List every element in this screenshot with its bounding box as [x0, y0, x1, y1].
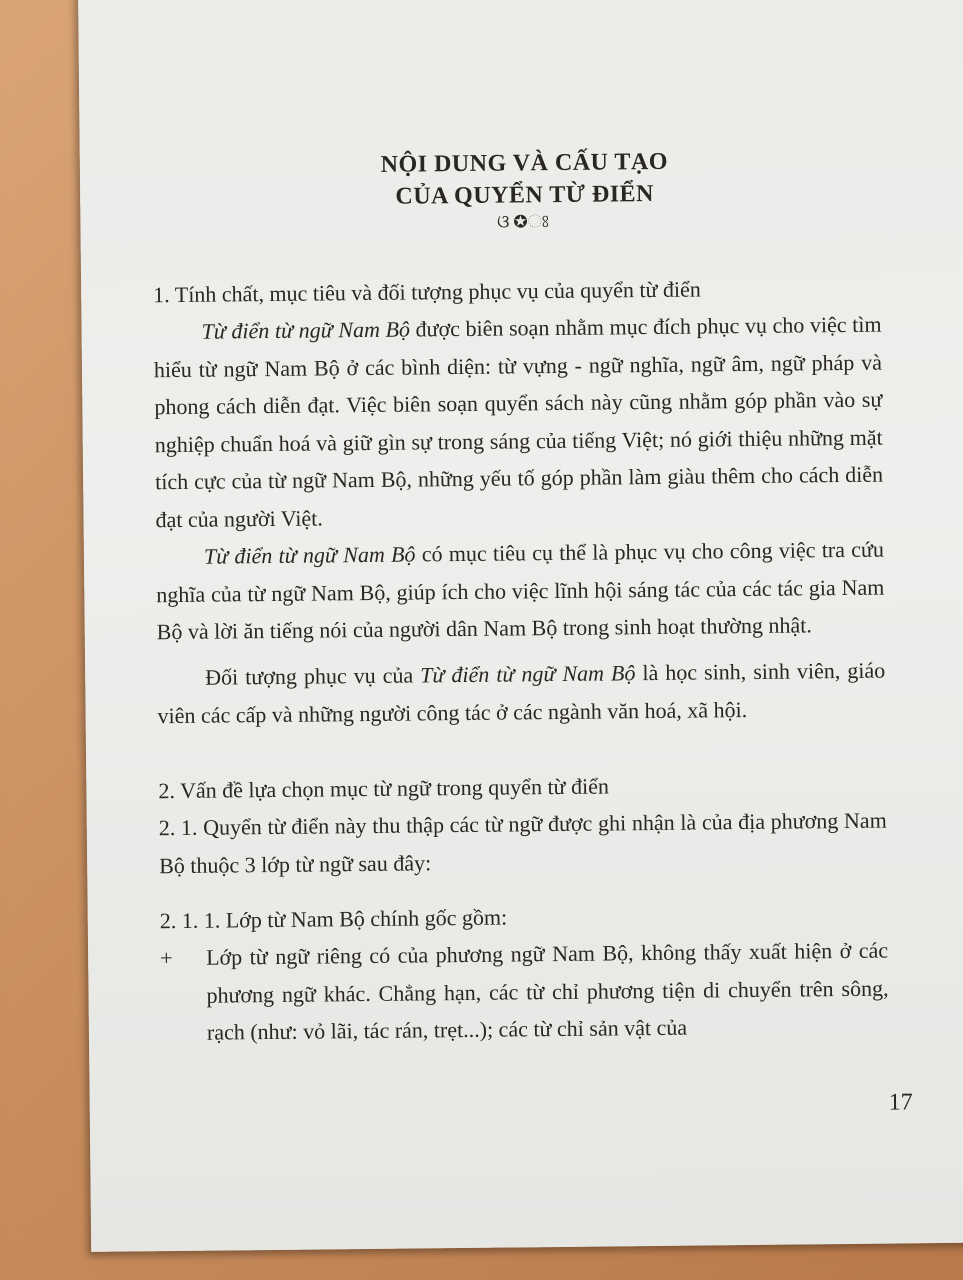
page-number: 17 [888, 1089, 913, 1116]
book-title-italic: Từ điển từ ngữ Nam Bộ [203, 541, 416, 569]
paragraph-text: được biên soạn nhằm mục đích phục vụ cho việc tìm hiểu từ ngữ Nam Bộ ở các bình diện: từ vựng - ngữ nghĩa, ngữ âm, ngữ pháp và phong cách diễn đạt. Việc biên soạn quyển sách này cũng nhằm góp phần vào sự nghiệp chuẩn hoá và giữ gìn sự trong sáng của tiếng Việt; nó giới thiệu những mặt tích cực của từ ngữ Nam Bộ, những yếu tố góp phần làm giàu thêm cho cách diễn đạt của người Việt. [153, 311, 884, 532]
section1-heading: 1. Tính chất, mục tiêu và đối tượng phục vụ của quyển từ điển [153, 276, 701, 308]
section1-paragraph3 [157, 652, 886, 735]
book-page [78, 0, 963, 1252]
page-title-line2: CỦA QUYỂN TỪ ĐIỂN [395, 180, 655, 210]
section1-paragraph2 [156, 531, 885, 651]
page-title-line1: NỘI DUNG VÀ CẤU TẠO [380, 148, 669, 178]
paragraph-text: có mục tiêu cụ thể là phục vụ cho công việc tra cứu nghĩa của từ ngữ Nam Bộ, giúp ích cho việc lĩnh hội sáng tác của các tác gia Nam Bộ và lời ăn tiếng nói của người dân Nam Bộ trong sinh hoạt thường nhật. [156, 536, 885, 645]
section1-paragraph1 [153, 306, 883, 539]
section2-paragraph1: 2. 1. Quyển từ điển này thu thập các từ ngữ được ghi nhận là của địa phương Nam Bộ thuộc 3 lớp từ ngữ sau đây: [158, 807, 887, 878]
section2-paragraph2: 2. 1. 1. Lớp từ Nam Bộ chính gốc gồm: [159, 904, 508, 934]
section2-heading: 2. Vấn đề lựa chọn mục từ ngữ trong quyển từ điển [158, 773, 610, 804]
paragraph-text: Đối tượng phục vụ của [205, 662, 421, 690]
bullet-text: Lớp từ ngữ riêng có của phương ngữ Nam Bộ, không thấy xuất hiện ở các phương ngữ khác. Chẳng hạn, các từ chỉ phương tiện di chuyển trên sông, rạch (như: vỏ lãi, tác rán, trẹt...); các từ chỉ sản vật của [206, 937, 889, 1045]
plus-icon: + [160, 945, 173, 971]
bullet-item [160, 932, 889, 1052]
book-title-italic: Từ điển từ ngữ Nam Bộ [420, 660, 636, 688]
paragraph-text: là học sinh, sinh viên, giáo viên các cấp và những người công tác ở các ngành văn hoá, xã hội. [157, 657, 886, 728]
book-title-italic: Từ điển từ ngữ Nam Bộ [201, 316, 411, 344]
ornament-icon: ଓ✪ଃ [496, 211, 553, 232]
